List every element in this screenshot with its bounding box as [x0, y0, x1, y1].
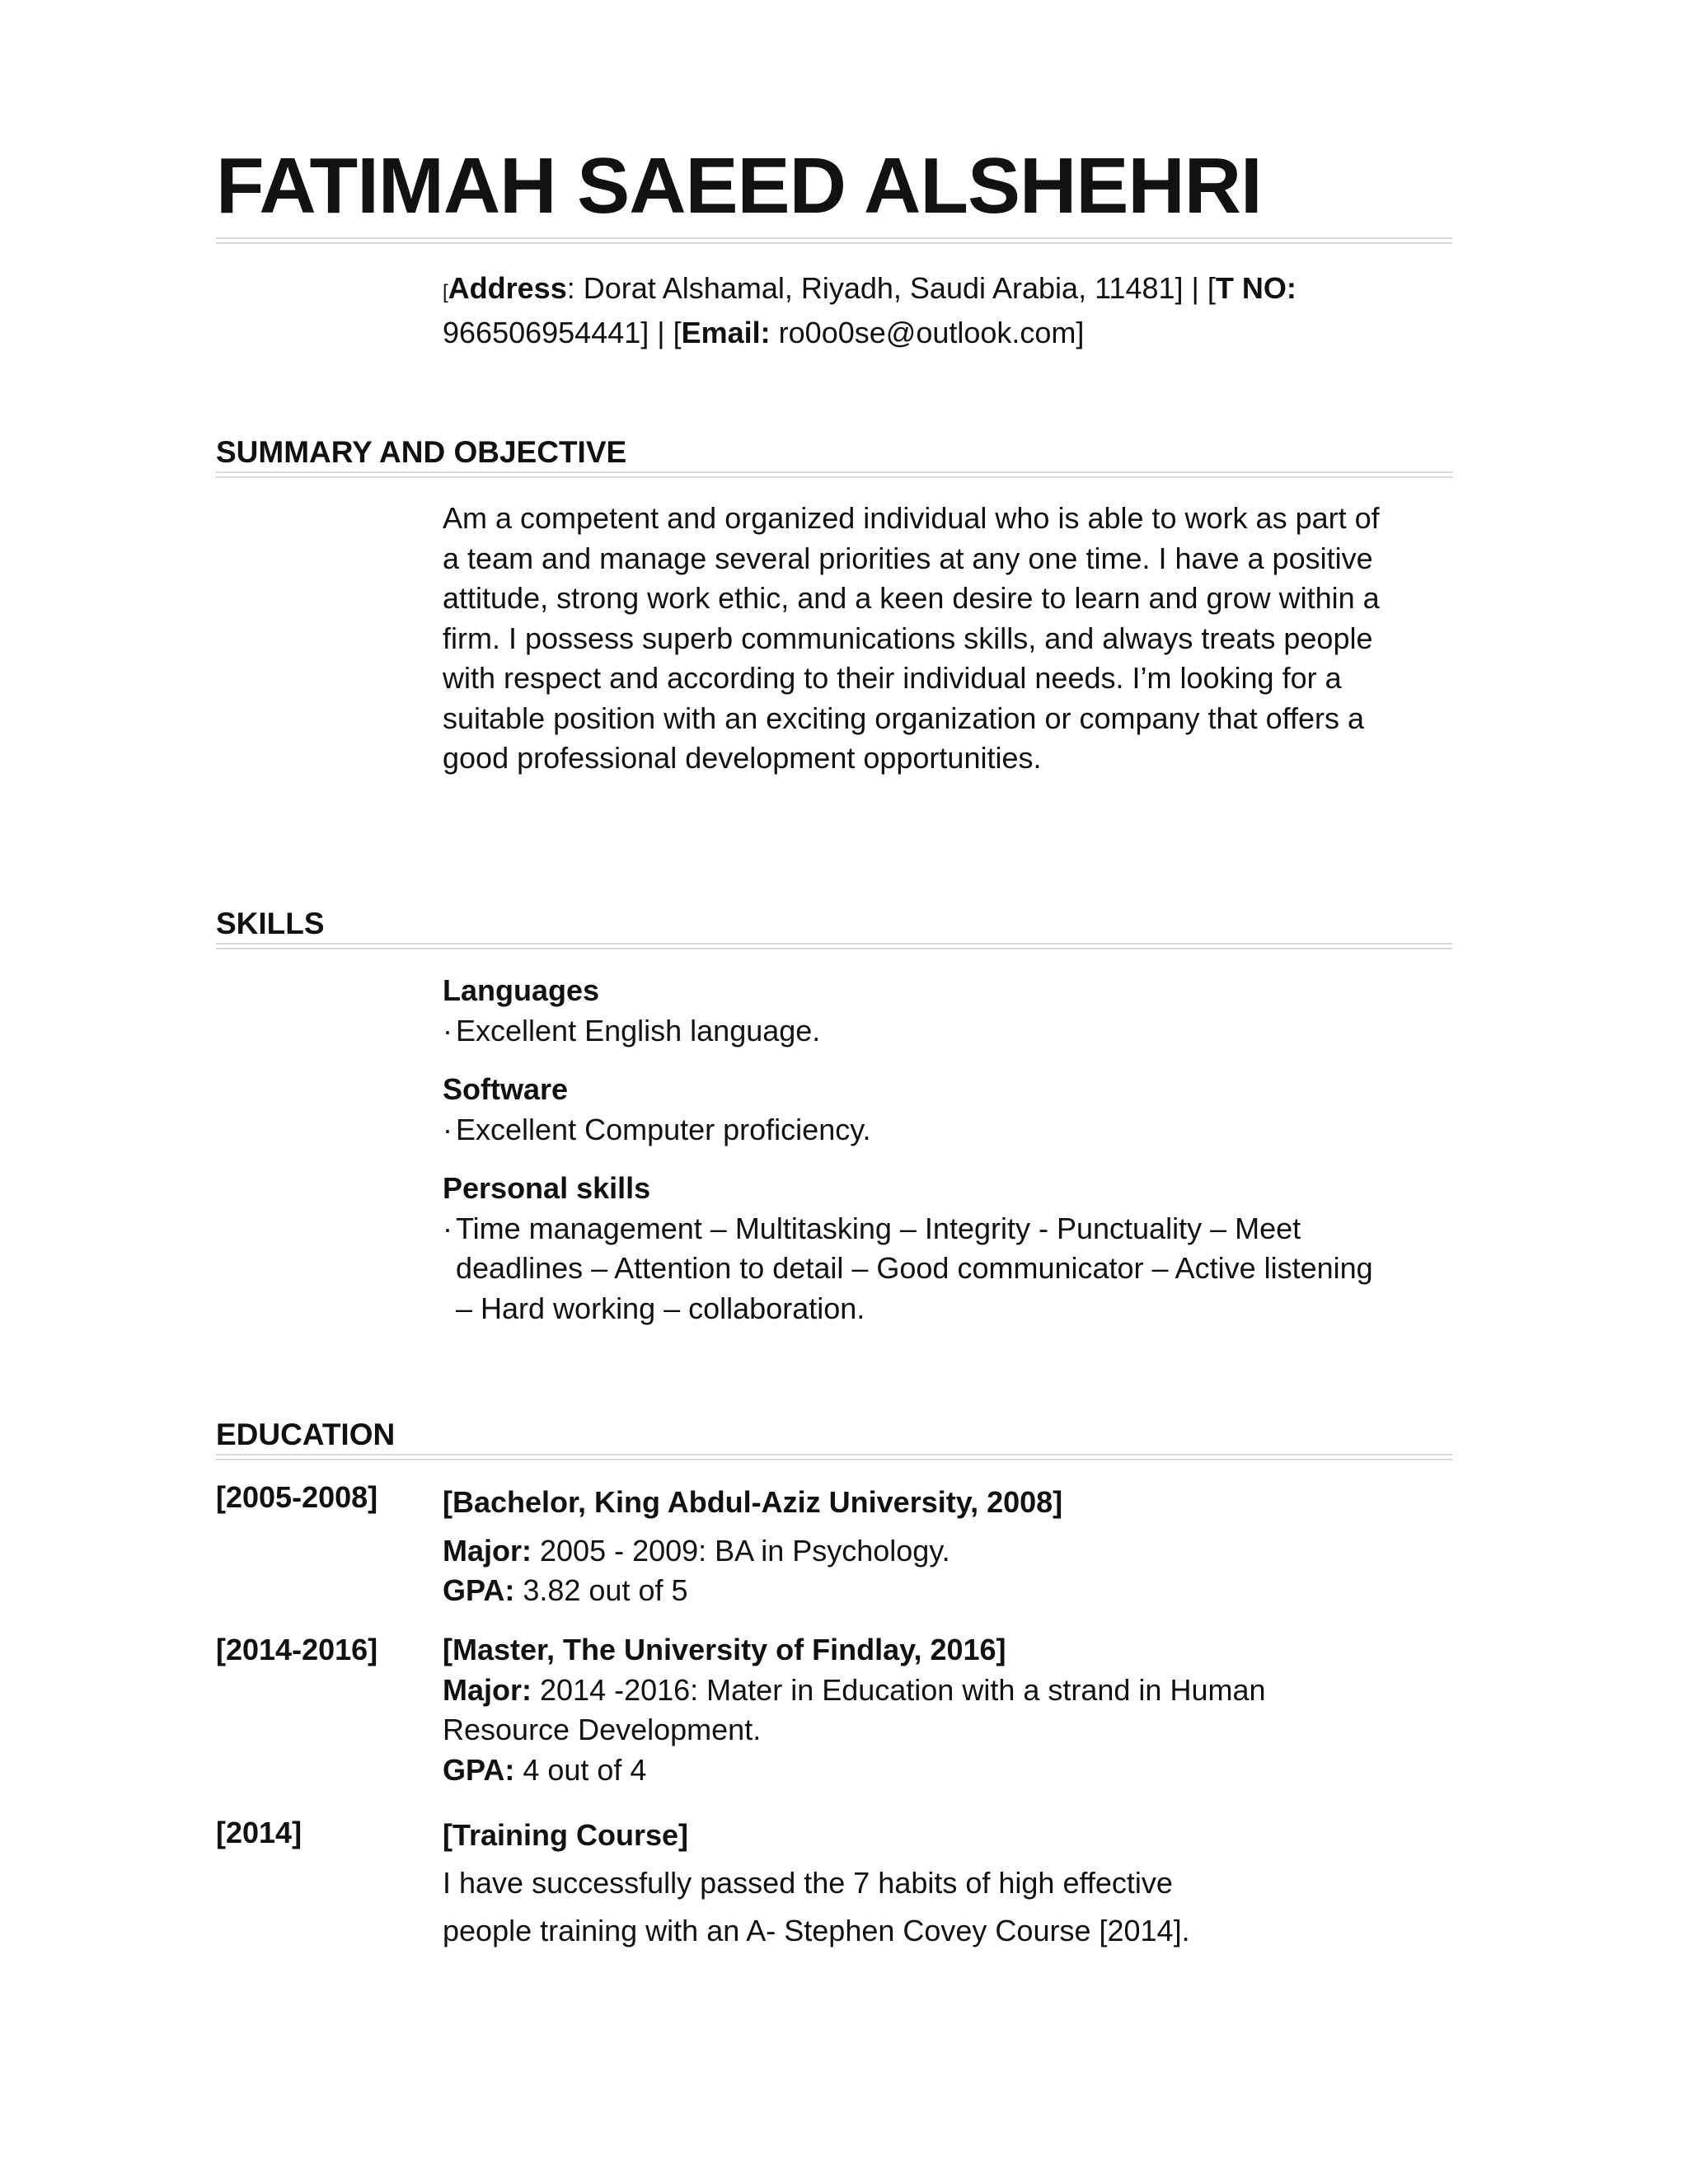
major-label: Major:	[443, 1533, 532, 1568]
education-date: [2014-2016]	[216, 1633, 378, 1666]
gpa-label: GPA:	[443, 1752, 515, 1787]
summary-heading: SUMMARY AND OBJECTIVE	[216, 435, 627, 469]
summary-divider	[216, 471, 1452, 478]
skills-divider	[216, 943, 1452, 949]
education-divider	[216, 1454, 1452, 1460]
major-label: Major:	[443, 1672, 532, 1707]
address-value: : Dorat Alshamal, Riyadh, Saudi Arabia, 11481] | [	[566, 271, 1216, 305]
summary-text: Am a competent and organized individual who is able to work as part of a team and manage several priorities at any one time. I have a positive attitude, strong work ethic, and a keen desire to learn and grow within a firm. I possess superb communications skills, and always treats people with respect and according to their individual needs. I’m looking for a suitable position with an exciting organization or company that offers a good professional development opportunities.	[443, 501, 1380, 775]
course-description-line: I have successfully passed the 7 habits of high effective	[443, 1866, 1173, 1900]
gpa-label: GPA:	[443, 1573, 515, 1607]
skill-item	[443, 1110, 1390, 1151]
skill-group-title: Personal skills	[443, 1171, 651, 1205]
skill-item-text: Time management – Multitasking – Integrity - Punctuality – Meet deadlines – Attention to detail – Good communicator – Active listening – Hard working – collaboration.	[456, 1211, 1373, 1325]
education-date: [2005-2008]	[216, 1480, 378, 1514]
skill-item-text: Excellent Computer proficiency.	[456, 1112, 871, 1146]
gpa-line	[443, 1750, 1390, 1791]
course-description-line: people training with an A- Stephen Covey Course [2014].	[443, 1914, 1190, 1947]
skills-section	[443, 971, 1390, 1347]
bullet-dot: ·	[443, 1013, 452, 1047]
education-heading-line: [Bachelor, King Abdul-Aziz University, 2008]	[443, 1485, 1063, 1519]
address-label: Address	[448, 271, 567, 305]
education-entry	[443, 1630, 1390, 1790]
skill-group-title: Languages	[443, 973, 600, 1007]
name-divider	[216, 237, 1452, 244]
phone-label: T NO:	[1215, 271, 1296, 305]
gpa-line	[443, 1571, 1390, 1611]
major-value: 2014 -2016: Mater in Education with a strand in Human Resource Development.	[443, 1672, 1266, 1746]
skill-item-text: Excellent English language.	[456, 1013, 821, 1047]
summary-section	[443, 499, 1390, 779]
bullet-dot: ·	[443, 1112, 452, 1146]
skill-item	[443, 1209, 1379, 1329]
education-heading: EDUCATION	[216, 1418, 396, 1451]
major-line	[443, 1671, 1333, 1750]
phone-value: 966506954441] | [	[443, 316, 682, 349]
education-entry	[443, 1483, 1390, 1611]
contact-info	[443, 268, 1366, 353]
skill-group-title: Software	[443, 1072, 569, 1106]
candidate-name: FATIMAH SAEED ALSHEHRI	[216, 142, 1262, 230]
education-entry	[443, 1816, 1390, 1955]
skill-item	[443, 1011, 1390, 1052]
major-line	[443, 1531, 1390, 1572]
skills-heading: SKILLS	[216, 907, 325, 940]
education-date: [2014]	[216, 1816, 302, 1849]
gpa-value: 3.82 out of 5	[514, 1573, 688, 1607]
education-heading-line: [Training Course]	[443, 1818, 689, 1852]
bullet-dot: ·	[443, 1211, 452, 1245]
education-heading-line: [Master, The University of Findlay, 2016]	[443, 1633, 1006, 1666]
email-label: Email:	[681, 316, 771, 349]
email-value: ro0o0se@outlook.com]	[770, 316, 1085, 349]
major-value: 2005 - 2009: BA in Psychology.	[532, 1533, 950, 1568]
contact-open-bracket: [	[443, 281, 448, 303]
gpa-value: 4 out of 4	[514, 1752, 647, 1787]
